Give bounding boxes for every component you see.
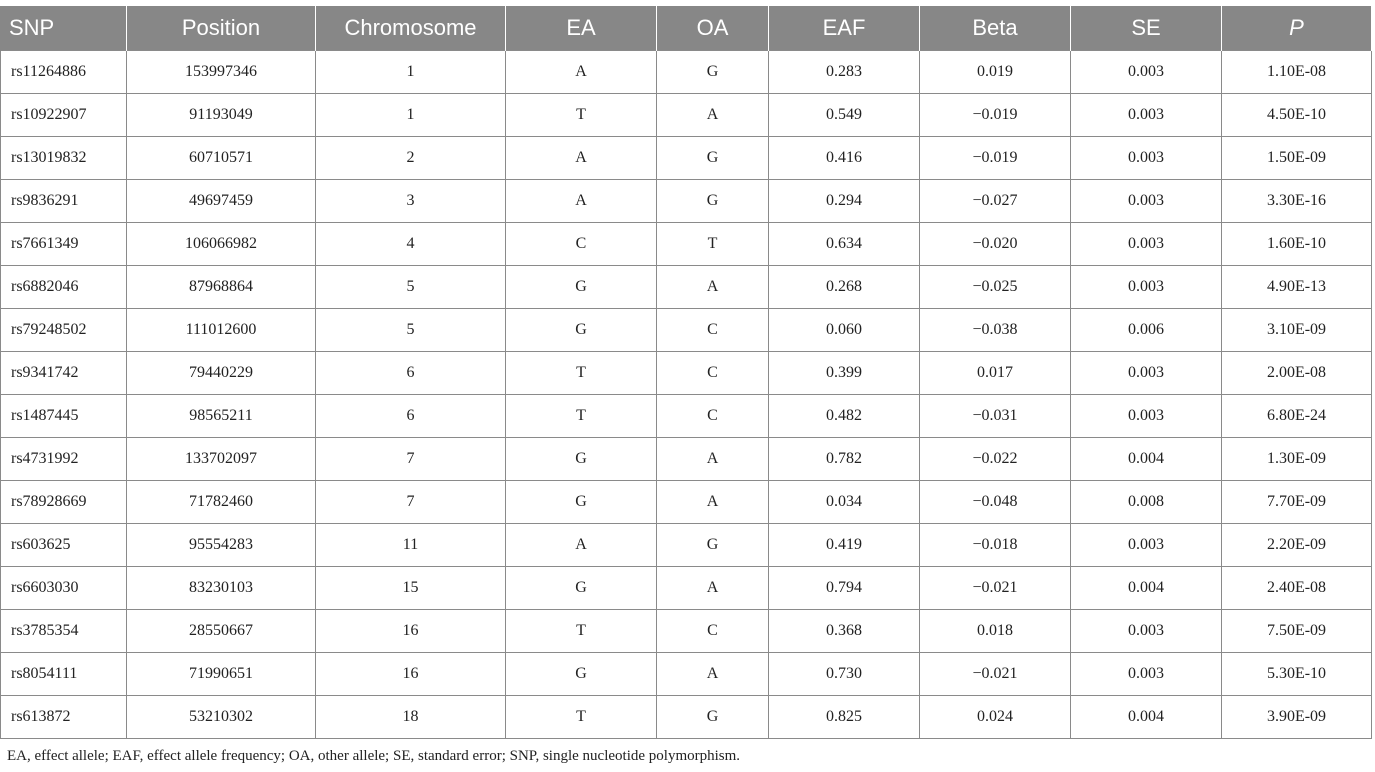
table-cell-se: 0.006 (1071, 309, 1222, 352)
table-cell-oa: A (657, 567, 769, 610)
table-cell-oa: G (657, 137, 769, 180)
table-cell-eaf: 0.482 (769, 395, 920, 438)
table-cell-oa: T (657, 223, 769, 266)
table-cell-p: 4.90E-13 (1222, 266, 1372, 309)
table-cell-p: 2.00E-08 (1222, 352, 1372, 395)
table-cell-p: 1.30E-09 (1222, 438, 1372, 481)
table-cell-se: 0.003 (1071, 137, 1222, 180)
table-row (1, 610, 1372, 653)
table-cell-ea: A (506, 137, 657, 180)
table-cell-oa: G (657, 524, 769, 567)
table-cell-p: 7.70E-09 (1222, 481, 1372, 524)
table-cell-eaf: 0.782 (769, 438, 920, 481)
header-row (1, 6, 1372, 51)
table-cell-p: 1.50E-09 (1222, 137, 1372, 180)
table-cell-ea: G (506, 309, 657, 352)
table-cell-snp: rs9341742 (1, 352, 127, 395)
table-cell-eaf: 0.634 (769, 223, 920, 266)
table-cell-se: 0.004 (1071, 696, 1222, 739)
column-header-beta: Beta (920, 6, 1071, 51)
table-cell-snp: rs78928669 (1, 481, 127, 524)
table-cell-ea: T (506, 94, 657, 137)
table-cell-position: 71990651 (127, 653, 316, 696)
table-cell-snp: rs3785354 (1, 610, 127, 653)
table-cell-ea: T (506, 610, 657, 653)
table-cell-p: 3.90E-09 (1222, 696, 1372, 739)
table-cell-ea: A (506, 180, 657, 223)
table-cell-beta: 0.024 (920, 696, 1071, 739)
column-header-eaf: EAF (769, 6, 920, 51)
table-cell-ea: A (506, 524, 657, 567)
table-cell-snp: rs79248502 (1, 309, 127, 352)
table-cell-beta: −0.027 (920, 180, 1071, 223)
table-cell-chromosome: 2 (316, 137, 506, 180)
table-cell-chromosome: 7 (316, 481, 506, 524)
table-cell-snp: rs1487445 (1, 395, 127, 438)
table-cell-beta: 0.019 (920, 51, 1071, 94)
table-row (1, 223, 1372, 266)
table-cell-se: 0.003 (1071, 524, 1222, 567)
table-cell-chromosome: 15 (316, 567, 506, 610)
table-cell-oa: A (657, 653, 769, 696)
table-cell-eaf: 0.549 (769, 94, 920, 137)
table-cell-se: 0.003 (1071, 610, 1222, 653)
table-row (1, 266, 1372, 309)
snp-table-container (0, 6, 1371, 739)
table-row (1, 696, 1372, 739)
table-cell-p: 3.10E-09 (1222, 309, 1372, 352)
table-cell-se: 0.004 (1071, 567, 1222, 610)
table-cell-beta: −0.019 (920, 94, 1071, 137)
table-row (1, 137, 1372, 180)
table-cell-chromosome: 16 (316, 610, 506, 653)
table-cell-p: 2.20E-09 (1222, 524, 1372, 567)
table-row (1, 94, 1372, 137)
table-cell-oa: A (657, 438, 769, 481)
table-cell-eaf: 0.399 (769, 352, 920, 395)
table-footnote: EA, effect allele; EAF, effect allele frequency; OA, other allele; SE, standard error; SNP, single nucleotide polymorphism. (7, 748, 741, 764)
table-cell-beta: 0.018 (920, 610, 1071, 653)
table-cell-chromosome: 3 (316, 180, 506, 223)
table-cell-se: 0.003 (1071, 653, 1222, 696)
table-cell-beta: 0.017 (920, 352, 1071, 395)
table-cell-position: 87968864 (127, 266, 316, 309)
table-cell-snp: rs6603030 (1, 567, 127, 610)
table-cell-chromosome: 6 (316, 395, 506, 438)
table-cell-chromosome: 7 (316, 438, 506, 481)
table-cell-position: 79440229 (127, 352, 316, 395)
table-cell-chromosome: 18 (316, 696, 506, 739)
table-cell-oa: C (657, 395, 769, 438)
table-cell-snp: rs10922907 (1, 94, 127, 137)
table-cell-se: 0.004 (1071, 438, 1222, 481)
table-cell-chromosome: 5 (316, 309, 506, 352)
table-cell-position: 28550667 (127, 610, 316, 653)
table-cell-beta: −0.031 (920, 395, 1071, 438)
table-row (1, 180, 1372, 223)
table-cell-beta: −0.038 (920, 309, 1071, 352)
table-cell-ea: T (506, 352, 657, 395)
table-cell-se: 0.003 (1071, 180, 1222, 223)
table-cell-ea: G (506, 653, 657, 696)
table-cell-eaf: 0.060 (769, 309, 920, 352)
table-cell-p: 5.30E-10 (1222, 653, 1372, 696)
table-cell-eaf: 0.825 (769, 696, 920, 739)
table-cell-snp: rs4731992 (1, 438, 127, 481)
table-cell-p: 2.40E-08 (1222, 567, 1372, 610)
table-cell-se: 0.003 (1071, 51, 1222, 94)
table-row (1, 309, 1372, 352)
table-cell-snp: rs6882046 (1, 266, 127, 309)
table-cell-beta: −0.021 (920, 653, 1071, 696)
table-cell-snp: rs613872 (1, 696, 127, 739)
table-cell-beta: −0.048 (920, 481, 1071, 524)
table-body (1, 51, 1372, 739)
table-cell-p: 1.60E-10 (1222, 223, 1372, 266)
table-cell-ea: G (506, 481, 657, 524)
table-cell-ea: G (506, 438, 657, 481)
table-cell-oa: G (657, 180, 769, 223)
table-cell-eaf: 0.268 (769, 266, 920, 309)
table-cell-p: 4.50E-10 (1222, 94, 1372, 137)
table-cell-p: 7.50E-09 (1222, 610, 1372, 653)
table-cell-oa: G (657, 696, 769, 739)
table-cell-snp: rs8054111 (1, 653, 127, 696)
table-row (1, 352, 1372, 395)
table-cell-ea: C (506, 223, 657, 266)
table-cell-beta: −0.022 (920, 438, 1071, 481)
table-cell-se: 0.003 (1071, 352, 1222, 395)
table-cell-position: 49697459 (127, 180, 316, 223)
table-cell-se: 0.003 (1071, 223, 1222, 266)
table-cell-beta: −0.018 (920, 524, 1071, 567)
table-cell-eaf: 0.794 (769, 567, 920, 610)
table-cell-p: 3.30E-16 (1222, 180, 1372, 223)
table-cell-chromosome: 6 (316, 352, 506, 395)
table-cell-beta: −0.025 (920, 266, 1071, 309)
table-cell-ea: T (506, 696, 657, 739)
table-cell-position: 95554283 (127, 524, 316, 567)
table-cell-eaf: 0.419 (769, 524, 920, 567)
table-cell-position: 71782460 (127, 481, 316, 524)
table-cell-snp: rs603625 (1, 524, 127, 567)
column-header-chromosome: Chromosome (316, 6, 506, 51)
table-cell-position: 106066982 (127, 223, 316, 266)
table-row (1, 395, 1372, 438)
table-cell-position: 53210302 (127, 696, 316, 739)
column-header-ea: EA (506, 6, 657, 51)
table-cell-p: 6.80E-24 (1222, 395, 1372, 438)
table-cell-oa: G (657, 51, 769, 94)
table-cell-position: 91193049 (127, 94, 316, 137)
table-cell-oa: A (657, 94, 769, 137)
table-row (1, 51, 1372, 94)
table-cell-position: 111012600 (127, 309, 316, 352)
table-row (1, 653, 1372, 696)
table-cell-snp: rs7661349 (1, 223, 127, 266)
table-row (1, 567, 1372, 610)
table-cell-se: 0.003 (1071, 266, 1222, 309)
table-cell-p: 1.10E-08 (1222, 51, 1372, 94)
table-cell-beta: −0.019 (920, 137, 1071, 180)
table-cell-chromosome: 1 (316, 94, 506, 137)
table-cell-ea: G (506, 567, 657, 610)
table-cell-eaf: 0.368 (769, 610, 920, 653)
table-cell-eaf: 0.416 (769, 137, 920, 180)
table-cell-snp: rs13019832 (1, 137, 127, 180)
table-cell-eaf: 0.294 (769, 180, 920, 223)
column-header-se: SE (1071, 6, 1222, 51)
table-cell-chromosome: 11 (316, 524, 506, 567)
table-cell-oa: A (657, 266, 769, 309)
table-cell-beta: −0.021 (920, 567, 1071, 610)
table-cell-chromosome: 4 (316, 223, 506, 266)
table-cell-oa: C (657, 309, 769, 352)
table-cell-oa: A (657, 481, 769, 524)
table-cell-ea: G (506, 266, 657, 309)
table-cell-position: 153997346 (127, 51, 316, 94)
table-cell-chromosome: 1 (316, 51, 506, 94)
table-cell-oa: C (657, 352, 769, 395)
table-cell-se: 0.008 (1071, 481, 1222, 524)
table-row (1, 524, 1372, 567)
table-row (1, 438, 1372, 481)
table-cell-se: 0.003 (1071, 94, 1222, 137)
table-cell-eaf: 0.283 (769, 51, 920, 94)
table-cell-eaf: 0.034 (769, 481, 920, 524)
table-cell-chromosome: 16 (316, 653, 506, 696)
column-header-snp: SNP (1, 6, 127, 51)
table-cell-snp: rs11264886 (1, 51, 127, 94)
table-cell-beta: −0.020 (920, 223, 1071, 266)
table-cell-position: 83230103 (127, 567, 316, 610)
table-row (1, 481, 1372, 524)
column-header-oa: OA (657, 6, 769, 51)
table-cell-chromosome: 5 (316, 266, 506, 309)
snp-table (0, 6, 1372, 739)
column-header-p: P (1222, 6, 1372, 51)
table-cell-ea: T (506, 395, 657, 438)
table-header (1, 6, 1372, 51)
table-cell-ea: A (506, 51, 657, 94)
table-cell-se: 0.003 (1071, 395, 1222, 438)
table-cell-snp: rs9836291 (1, 180, 127, 223)
table-cell-eaf: 0.730 (769, 653, 920, 696)
table-cell-oa: C (657, 610, 769, 653)
column-header-position: Position (127, 6, 316, 51)
table-cell-position: 133702097 (127, 438, 316, 481)
table-cell-position: 98565211 (127, 395, 316, 438)
table-cell-position: 60710571 (127, 137, 316, 180)
